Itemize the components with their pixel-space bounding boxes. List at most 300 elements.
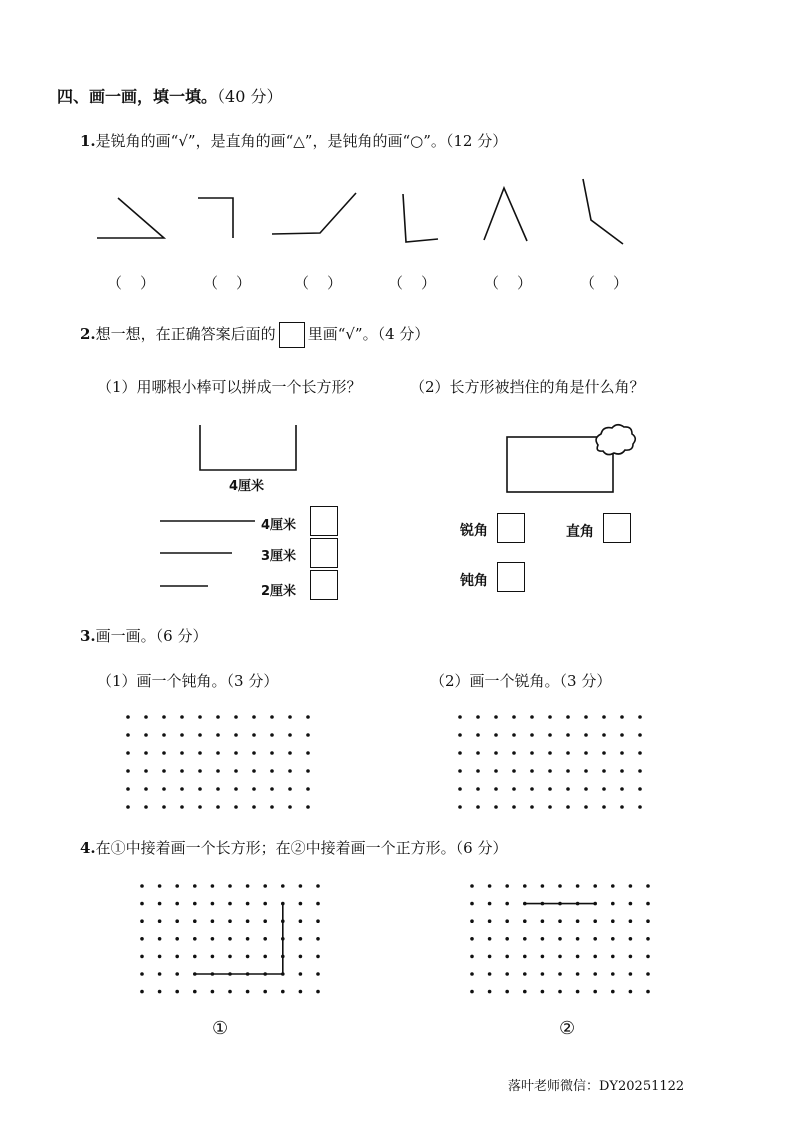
grid-dot [584,751,588,755]
grid-dot [602,787,606,791]
grid-dot [288,751,292,755]
grid-dot [512,787,516,791]
grid-label-2: ② [559,1018,576,1039]
grid-dot [611,902,615,906]
grid-dot [234,805,238,809]
grid-dot [505,937,509,941]
grid-dot [494,733,498,737]
grid-dot [316,955,320,959]
answer-paren-2[interactable]: （ ） [203,274,251,292]
grid-dot [198,715,202,719]
grid-dot [541,972,545,976]
grid-dot [228,990,232,994]
q2-sub2-text: （2）长方形被挡住的角是什么角？ [410,378,645,396]
grid-dot [288,805,292,809]
grid-dot [530,769,534,773]
grid-dot [576,972,580,976]
question-1-text: 是锐角的画“√”，是直角的画“△”，是钝角的画“○”。（12 分） [95,132,508,150]
grid-dot [523,972,527,976]
grid-dot [270,715,274,719]
grid-dot [488,884,492,888]
grid-dot [576,937,580,941]
answer-box-2cm[interactable] [310,570,338,600]
grid-dot [193,902,197,906]
grid-dot [646,919,650,923]
grid-dot [316,937,320,941]
grid-dot [476,733,480,737]
grid-dot [512,805,516,809]
grid-dot [180,733,184,737]
grid-dot [270,805,274,809]
grid-dot [548,787,552,791]
grid-dot [593,937,597,941]
grid-dot [228,884,232,888]
grid-dot [144,769,148,773]
grid-dot [494,769,498,773]
grid-dot [505,990,509,994]
question-3-text: 画一画。（6 分） [95,627,208,645]
grid-dot [281,884,285,888]
grid-dot [530,787,534,791]
grid-dot [246,884,250,888]
grid-dot [548,751,552,755]
grid-dot [246,937,250,941]
grid-dot [252,805,256,809]
grid-dot [602,805,606,809]
grid-dot [216,787,220,791]
grid-dot [234,751,238,755]
grid-dot [566,733,570,737]
grid-dot [193,884,197,888]
shape-length-label: 4厘米 [229,479,265,494]
grid-dot [584,715,588,719]
grid-dot [558,972,562,976]
grid-dot [228,902,232,906]
grid-dot [602,733,606,737]
grid-dot [638,751,642,755]
grid-dot [211,937,215,941]
q3-sub2-text: （2）画一个锐角。（3 分） [430,672,612,690]
grid-dot [576,955,580,959]
grid-dot [629,972,633,976]
grid-dot [216,751,220,755]
grid-dot [216,715,220,719]
grid-dot [593,919,597,923]
grid-dot [175,884,179,888]
grid-dot [638,787,642,791]
grid-dot [140,972,144,976]
grid-dot [246,955,250,959]
grid-dot [494,805,498,809]
answer-paren-1[interactable]: （ ） [107,274,155,292]
given-segment [195,904,283,974]
dot-grid-square[interactable] [468,882,658,998]
grid-dot [584,733,588,737]
grid-dot [548,733,552,737]
question-3-number: 3. [80,627,96,645]
grid-dot [593,884,597,888]
grid-dot [246,902,250,906]
grid-dot [175,902,179,906]
grid-dot [126,805,130,809]
grid-dot [299,902,303,906]
grid-dot [488,919,492,923]
grid-dot [288,715,292,719]
question-1-number: 1. [80,132,96,150]
grid-dot [306,715,310,719]
grid-dot [541,937,545,941]
option-label-right: 直角 [566,524,594,540]
grid-dot [558,955,562,959]
answer-box-3cm[interactable] [310,538,338,568]
grid-dot [646,955,650,959]
grid-dot [646,937,650,941]
grid-dot [523,937,527,941]
grid-dot [530,805,534,809]
grid-dot [629,955,633,959]
grid-dot [234,769,238,773]
grid-dot [306,751,310,755]
grid-dot [288,769,292,773]
grid-dot [558,990,562,994]
answer-paren-5[interactable]: （ ） [484,274,532,292]
grid-dot [144,715,148,719]
grid-dot [263,884,267,888]
grid-dot [158,919,162,923]
grid-dot [470,919,474,923]
grid-dot [180,787,184,791]
grid-dot [211,902,215,906]
grid-dot [162,787,166,791]
grid-dot [140,937,144,941]
grid-dot [611,972,615,976]
grid-dot [620,715,624,719]
grid-dot [558,884,562,888]
grid-dot [126,769,130,773]
grid-dot [216,769,220,773]
answer-paren-6[interactable]: （ ） [580,274,628,292]
grid-dot [530,751,534,755]
grid-dot [476,769,480,773]
grid-dot [638,805,642,809]
grid-dot [299,937,303,941]
grid-dot [620,751,624,755]
grid-label-1: ① [212,1018,229,1039]
grid-dot [193,937,197,941]
grid-dot [566,769,570,773]
grid-dot [611,955,615,959]
grid-dot [620,769,624,773]
grid-dot [523,955,527,959]
grid-dot [470,884,474,888]
grid-dot [263,990,267,994]
answer-box-right[interactable] [603,513,631,543]
grid-dot [488,937,492,941]
grid-dot [158,902,162,906]
grid-dot [494,715,498,719]
grid-dot [530,733,534,737]
grid-dot [211,884,215,888]
section-points: （40 分） [217,87,283,106]
grid-dot [620,787,624,791]
grid-dot [198,751,202,755]
grid-dot [494,751,498,755]
grid-dot [548,769,552,773]
grid-dot [458,805,462,809]
grid-dot [216,733,220,737]
grid-dot [505,884,509,888]
grid-dot [458,751,462,755]
q3-sub1-text: （1）画一个钝角。（3 分） [97,672,279,690]
grid-dot [252,733,256,737]
grid-dot [299,972,303,976]
grid-dot [638,769,642,773]
answer-box-acute[interactable] [497,513,525,543]
grid-dot [458,787,462,791]
grid-dot [228,955,232,959]
grid-dot [180,769,184,773]
grid-dot [458,715,462,719]
grid-dot [523,919,527,923]
grid-dot [211,990,215,994]
grid-dot [162,751,166,755]
grid-dot [476,787,480,791]
grid-dot [180,715,184,719]
grid-dot [602,751,606,755]
grid-dot [566,787,570,791]
grid-dot [458,733,462,737]
grid-dot [193,990,197,994]
grid-dot [470,937,474,941]
grid-dot [602,715,606,719]
grid-dot [144,805,148,809]
dot-grid-obtuse[interactable] [124,713,314,813]
grid-dot [180,751,184,755]
option-label-obtuse: 钝角 [460,573,488,589]
grid-dot [299,919,303,923]
grid-dot [158,937,162,941]
grid-dot [488,990,492,994]
grid-dot [611,884,615,888]
question-3 [80,625,207,646]
grid-dot [488,902,492,906]
grid-dot [316,919,320,923]
grid-dot [620,733,624,737]
dot-grid-acute[interactable] [456,713,646,813]
footer-contact: 落叶老师微信：DY20251122 [508,1079,685,1094]
grid-dot [646,884,650,888]
grid-dot [211,955,215,959]
grid-dot [140,919,144,923]
grid-dot [593,955,597,959]
answer-box-4cm[interactable] [310,506,338,536]
grid-dot [144,751,148,755]
option-label-acute: 锐角 [460,523,488,539]
grid-dot [558,919,562,923]
grid-dot [541,990,545,994]
grid-dot [470,990,474,994]
grid-dot [263,937,267,941]
grid-dot [584,805,588,809]
grid-dot [306,769,310,773]
grid-dot [512,769,516,773]
stick-label-2cm: 2厘米 [261,584,297,599]
grid-dot [548,805,552,809]
grid-dot [512,751,516,755]
grid-dot [198,787,202,791]
grid-dot [316,972,320,976]
grid-dot [505,955,509,959]
question-4-number: 4. [80,839,96,857]
grid-dot [270,751,274,755]
grid-dot [228,937,232,941]
stick-label-3cm: 3厘米 [261,549,297,564]
grid-dot [523,990,527,994]
grid-dot [234,787,238,791]
grid-dot [140,990,144,994]
grid-dot [470,955,474,959]
grid-dot [646,990,650,994]
grid-dot [158,990,162,994]
grid-dot [316,902,320,906]
grid-dot [629,902,633,906]
grid-dot [193,919,197,923]
grid-dot [458,769,462,773]
grid-dot [476,805,480,809]
grid-dot [270,787,274,791]
grid-dot [611,990,615,994]
grid-dot [584,769,588,773]
grid-dot [576,919,580,923]
grid-dot [488,972,492,976]
grid-dot [234,733,238,737]
grid-dot [629,919,633,923]
grid-dot [494,787,498,791]
grid-dot [523,884,527,888]
grid-dot [175,919,179,923]
grid-dot [228,919,232,923]
question-2-text-after: 里画“√”。（4 分） [307,325,430,343]
grid-dot [593,972,597,976]
answer-box-obtuse[interactable] [497,562,525,592]
section-title-text: 四、画一画，填一填。 [57,87,218,106]
grid-dot [530,715,534,719]
grid-dot [584,787,588,791]
grid-dot [263,902,267,906]
grid-dot [602,769,606,773]
grid-dot [234,715,238,719]
grid-dot [505,972,509,976]
grid-dot [263,919,267,923]
grid-dot [593,990,597,994]
grid-dot [288,733,292,737]
grid-dot [306,787,310,791]
grid-dot [140,902,144,906]
cloud-icon [596,425,635,455]
grid-dot [180,805,184,809]
dot-grid-rectangle[interactable] [138,882,328,998]
grid-dot [198,733,202,737]
grid-dot [270,733,274,737]
grid-dot [299,990,303,994]
grid-dot [211,919,215,923]
grid-dot [158,884,162,888]
grid-dot [175,990,179,994]
grid-dot [263,955,267,959]
grid-dot [576,884,580,888]
grid-dot [144,733,148,737]
grid-dot [198,805,202,809]
grid-dot [566,751,570,755]
grid-dot [175,955,179,959]
grid-dot [512,733,516,737]
grid-dot [505,902,509,906]
grid-dot [629,884,633,888]
grid-dot [541,919,545,923]
grid-dot [620,805,624,809]
grid-dot [193,955,197,959]
grid-dot [638,733,642,737]
q2-sub1-text: （1）用哪根小棒可以拼成一个长方形？ [97,378,362,396]
grid-dot [558,937,562,941]
grid-dot [162,805,166,809]
grid-dot [158,972,162,976]
grid-dot [126,733,130,737]
grid-dot [252,769,256,773]
grid-dot [576,990,580,994]
grid-dot [541,955,545,959]
grid-dot [541,884,545,888]
grid-dot [306,805,310,809]
grid-dot [198,769,202,773]
grid-dot [144,787,148,791]
open-rectangle-sticks [200,425,296,470]
grid-dot [175,937,179,941]
grid-dot [629,937,633,941]
grid-dot [299,955,303,959]
grid-dot [505,919,509,923]
answer-paren-4[interactable]: （ ） [388,274,436,292]
question-4-text: 在①中接着画一个长方形；在②中接着画一个正方形。（6 分） [95,839,508,857]
grid-dot [512,715,516,719]
grid-dot [175,972,179,976]
grid-dot [476,715,480,719]
grid-dot [476,751,480,755]
grid-dot [162,733,166,737]
stick-label-4cm: 4厘米 [261,518,297,533]
grid-dot [316,990,320,994]
grid-dot [246,919,250,923]
grid-dot [488,955,492,959]
grid-dot [566,715,570,719]
grid-dot [246,990,250,994]
question-2-number: 2. [80,325,96,343]
grid-dot [158,955,162,959]
grid-dot [252,715,256,719]
grid-dot [611,937,615,941]
grid-dot [162,769,166,773]
grid-dot [646,972,650,976]
grid-dot [126,751,130,755]
question-2-text-before: 想一想，在正确答案后面的 [95,325,276,343]
grid-dot [299,884,303,888]
grid-dot [316,884,320,888]
grid-dot [216,805,220,809]
grid-dot [252,751,256,755]
question-4 [80,837,508,858]
grid-dot [162,715,166,719]
answer-paren-3[interactable]: （ ） [294,274,342,292]
